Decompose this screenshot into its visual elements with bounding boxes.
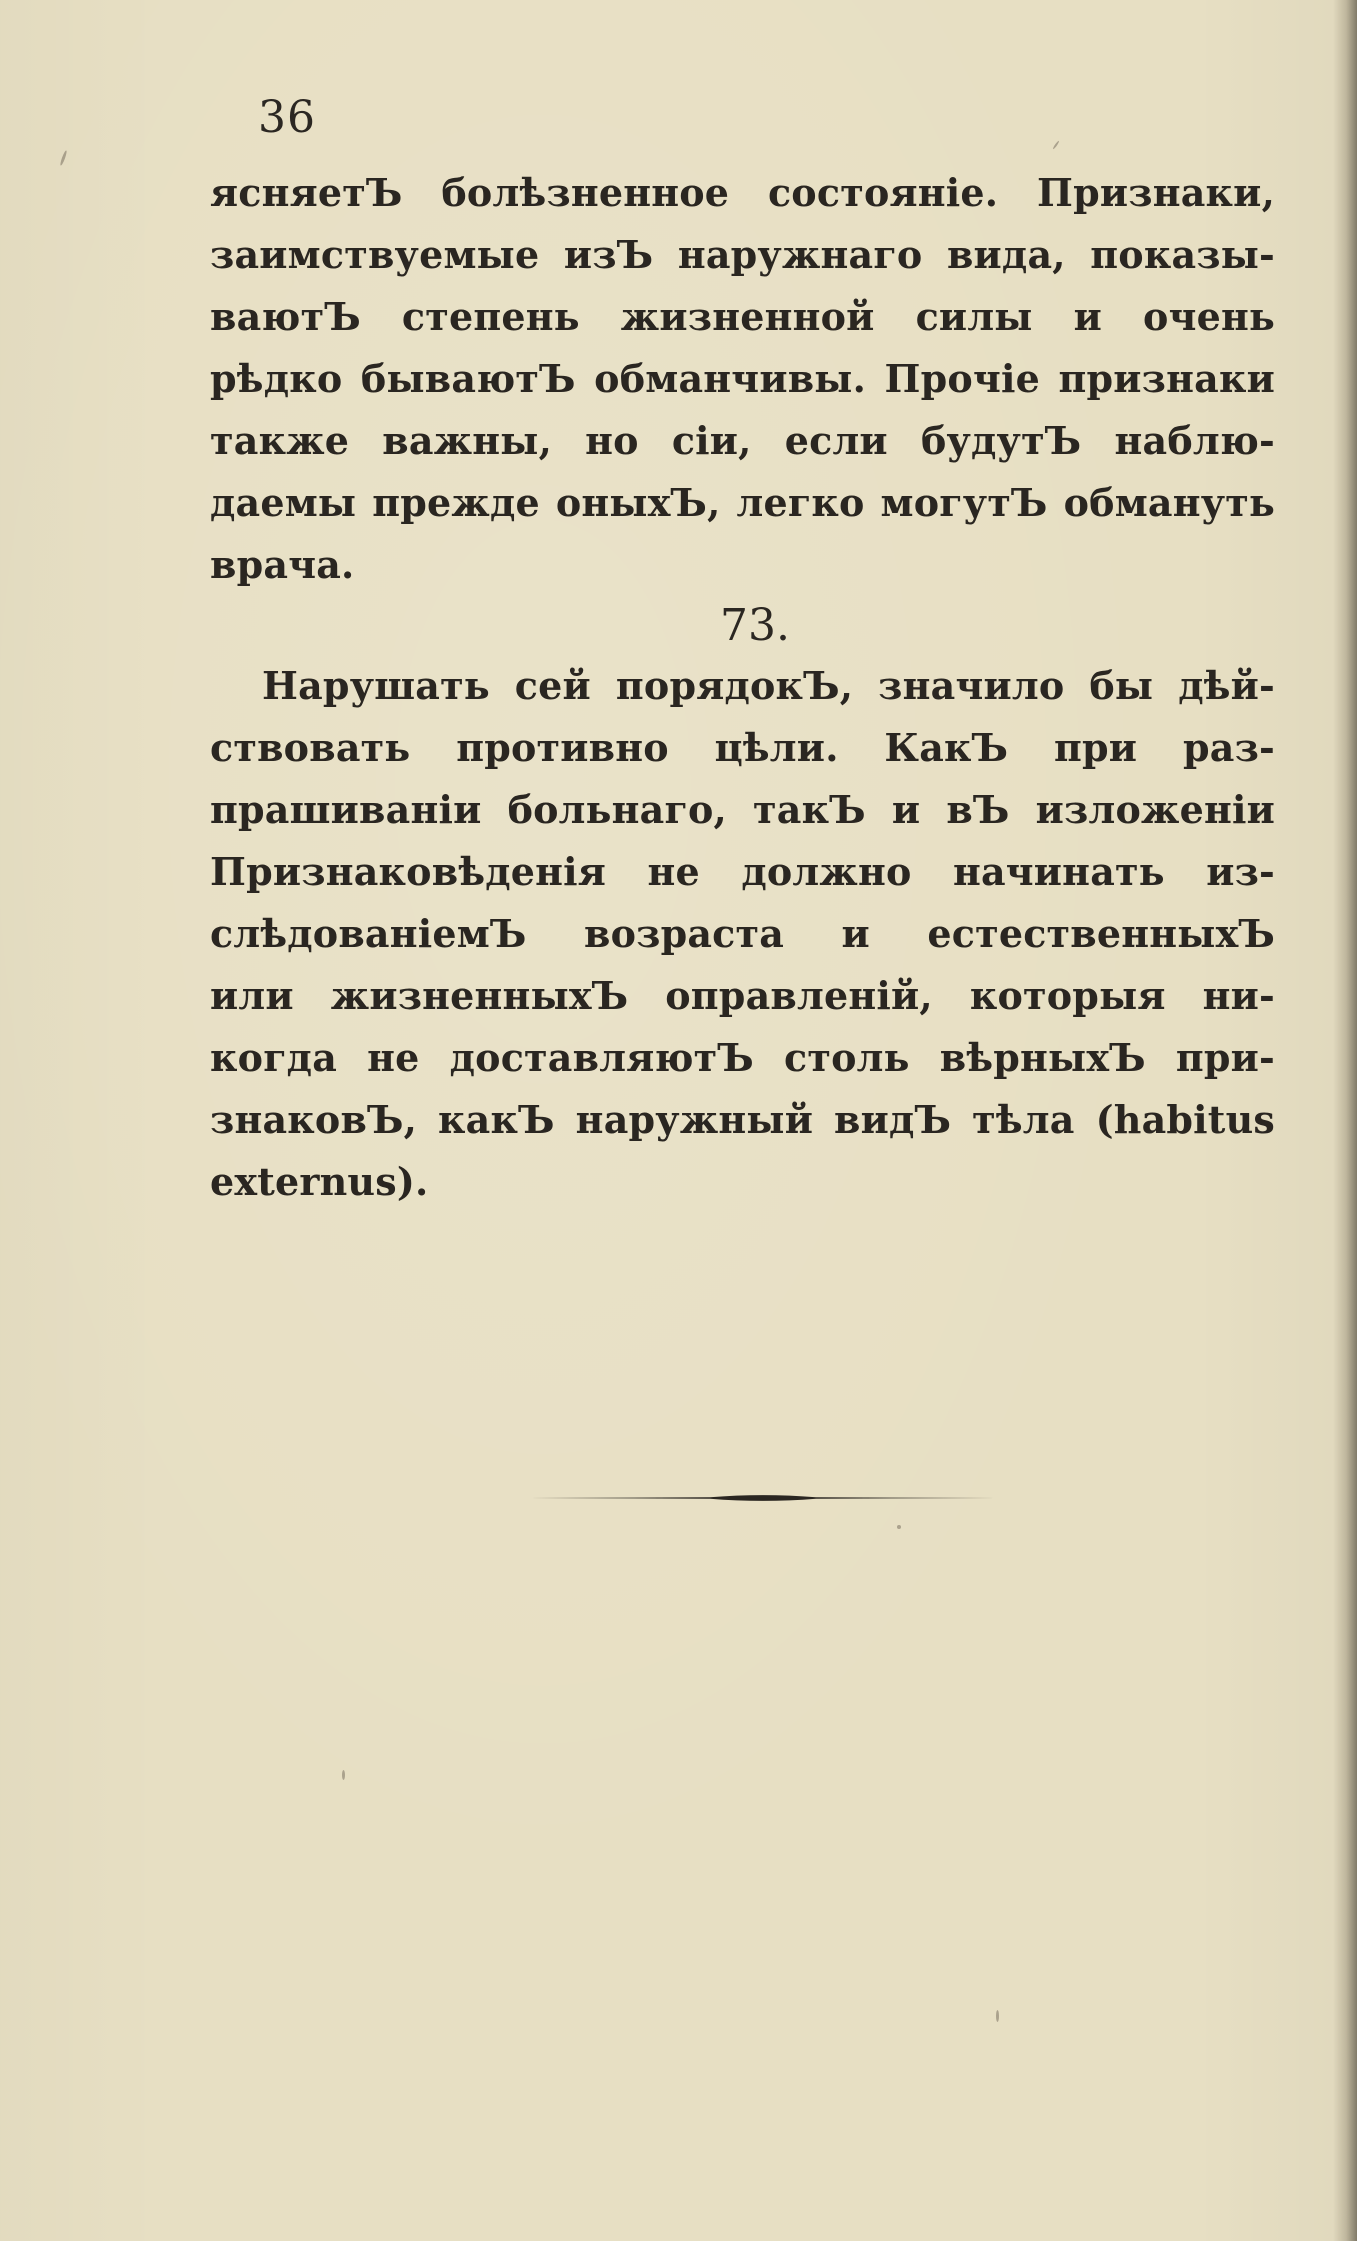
ornamental-rule <box>530 1491 996 1505</box>
text-line: когда не доставляютЪ столь вѣрныхЪ при- <box>210 1035 1275 1080</box>
text-line: рѣдко бываютЪ обманчивы. Прочiе признаки <box>210 356 1275 401</box>
text-line: даемы прежде оныхЪ, легко могутЪ обмануть <box>210 480 1275 525</box>
text-line: ствовать противно цѣли. КакЪ при раз- <box>210 725 1275 770</box>
section-number: 73. <box>720 600 790 651</box>
text-line: externus). <box>210 1159 429 1204</box>
text-line: заимствуемые изЪ наружнаго вида, показы- <box>210 232 1275 277</box>
paper-speck <box>1052 140 1059 149</box>
paper-speck <box>897 1525 901 1529</box>
text-line: знаковЪ, какЪ наружный видЪ тѣла (habitus <box>210 1097 1275 1142</box>
text-line: врача. <box>210 542 355 587</box>
paper-speck <box>59 150 67 166</box>
text-line: Нарушать сей порядокЪ, значило бы дѣй- <box>262 663 1275 708</box>
text-line: прашиванiи больнаго, такЪ и вЪ изложенiи <box>210 787 1275 832</box>
text-line: ваютЪ степень жизненной силы и очень <box>210 294 1275 339</box>
text-line: или жизненныхЪ оправленiй, которыя ни- <box>210 973 1275 1018</box>
paragraph-1 <box>210 162 1275 596</box>
page-number: 36 <box>258 92 316 143</box>
text-line: слѣдованiемЪ возраста и естественныхЪ <box>210 911 1275 956</box>
text-line: ясняетЪ болѣзненное состоянiе. Признаки, <box>210 170 1275 215</box>
text-line: также важны, но сiи, если будутЪ наблю- <box>210 418 1275 463</box>
paper-speck <box>342 1770 345 1780</box>
text-line: Признаковѣденiя не должно начинать из- <box>210 849 1275 894</box>
paragraph-2 <box>210 655 1275 1213</box>
page-edge-shadow <box>1333 0 1357 2241</box>
paper-speck <box>996 2010 999 2022</box>
